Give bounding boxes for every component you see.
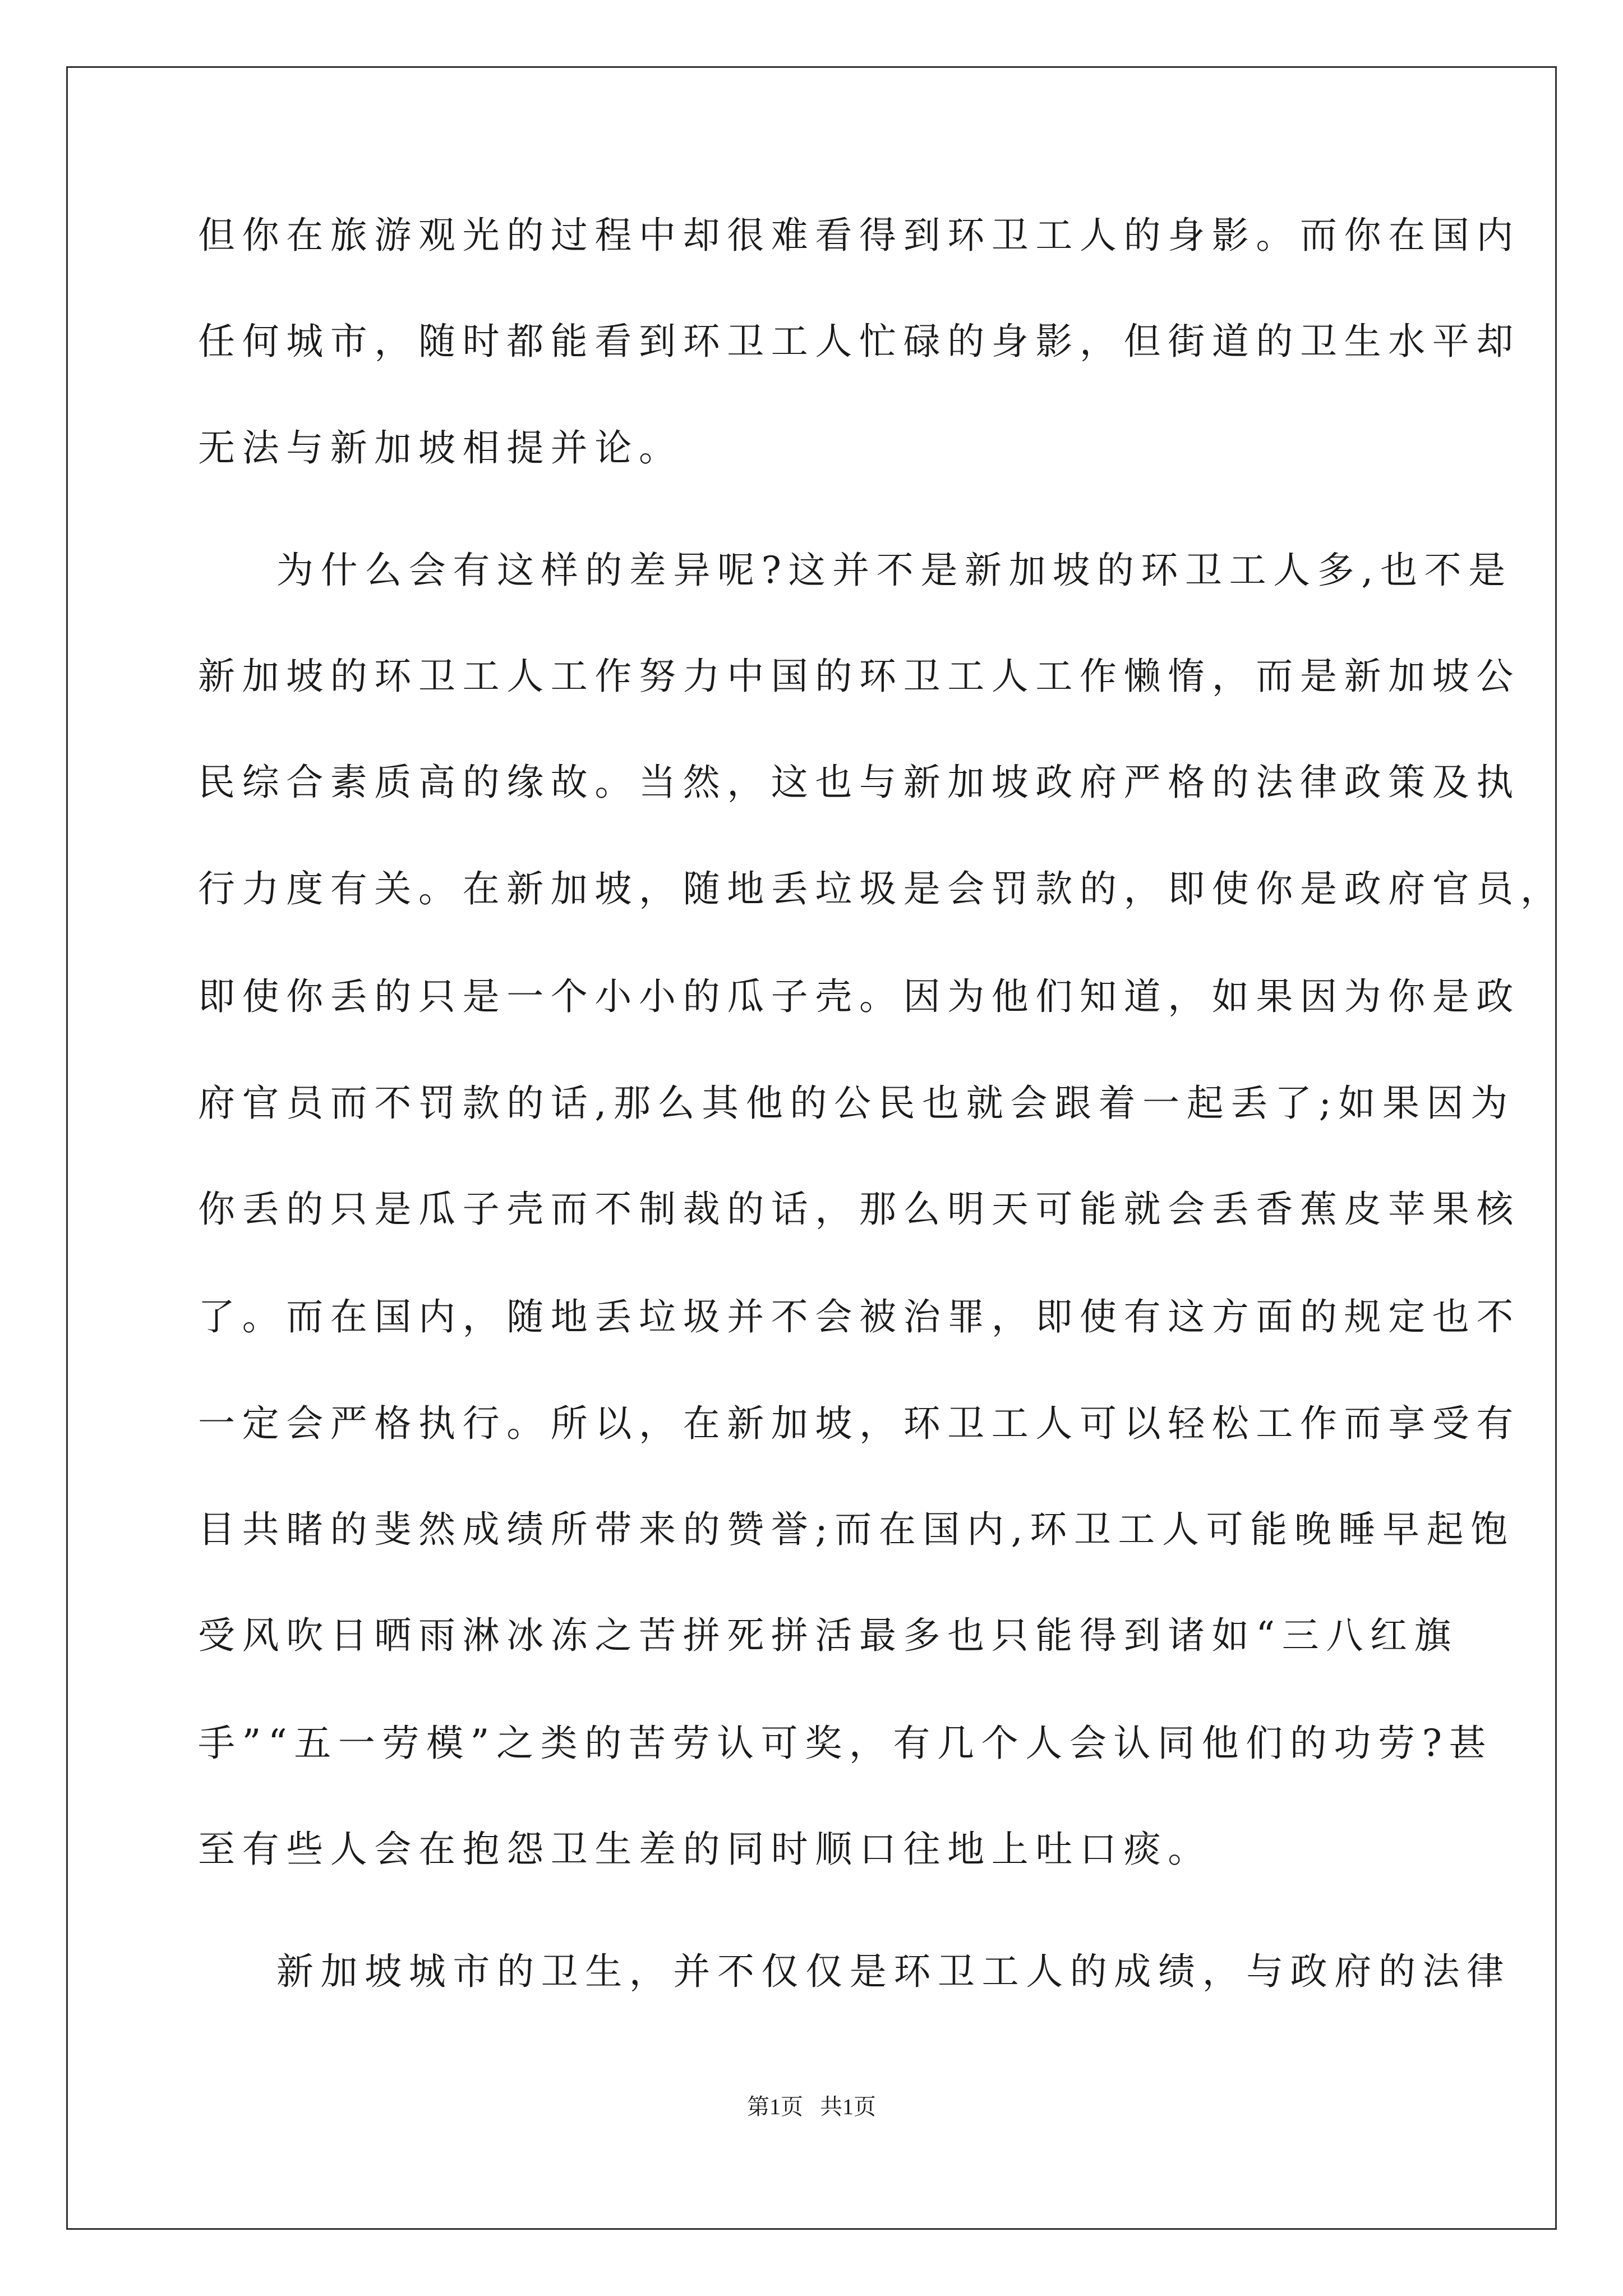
text-line: 新加坡的环卫工人工作努力中国的环卫工人工作懒惰，而是新加坡公 (198, 655, 1520, 698)
text-line: 为什么会有这样的差异呢?这并不是新加坡的环卫工人多,也不是 (276, 549, 1513, 592)
page-footer (0, 2091, 1623, 2123)
text-line: 民综合素质高的缘故。当然，这也与新加坡政府严格的法律政策及执 (198, 761, 1520, 804)
text-line: 受风吹日晒雨淋冰冻之苦拼死拼活最多也只能得到诸如“三八红旗 (198, 1614, 1459, 1657)
text-line: 手”“五一劳模”之类的苦劳认可奖，有几个人会认同他们的功劳?甚 (198, 1722, 1493, 1765)
text-line: 任何城市，随时都能看到环卫工人忙碌的身影，但街道的卫生水平却 (198, 320, 1520, 363)
text-line: 行力度有关。在新加坡，随地丢垃圾是会罚款的，即使你是政府官员， (198, 867, 1565, 910)
text-line: 新加坡城市的卫生，并不仅仅是环卫工人的成绩，与政府的法律 (276, 1950, 1511, 1993)
text-line: 你丢的只是瓜子壳而不制裁的话，那么明天可能就会丢香蕉皮苹果核 (198, 1188, 1520, 1231)
page-number-label: 第1页 共1页 (747, 2094, 876, 2119)
text-line: 府官员而不罚款的话,那么其他的公民也就会跟着一起丢了;如果因为 (198, 1082, 1515, 1125)
text-line: 无法与新加坡相提并论。 (198, 426, 683, 470)
page-border (66, 66, 1557, 2230)
text-line: 但你在旅游观光的过程中却很难看得到环卫工人的身影。而你在国内 (198, 214, 1520, 257)
text-line: 了。而在国内，随地丢垃圾并不会被治罪，即使有这方面的规定也不 (198, 1295, 1520, 1338)
text-line: 至有些人会在抱怨卫生差的同时顺口往地上吐口痰。 (198, 1828, 1212, 1871)
text-line: 一定会严格执行。所以，在新加坡，环卫工人可以轻松工作而享受有 (198, 1402, 1520, 1445)
text-line: 目共睹的斐然成绩所带来的赞誉;而在国内,环卫工人可能晚睡早起饱 (198, 1508, 1515, 1551)
text-line: 即使你丢的只是一个小小的瓜子壳。因为他们知道，如果因为你是政 (198, 975, 1520, 1018)
